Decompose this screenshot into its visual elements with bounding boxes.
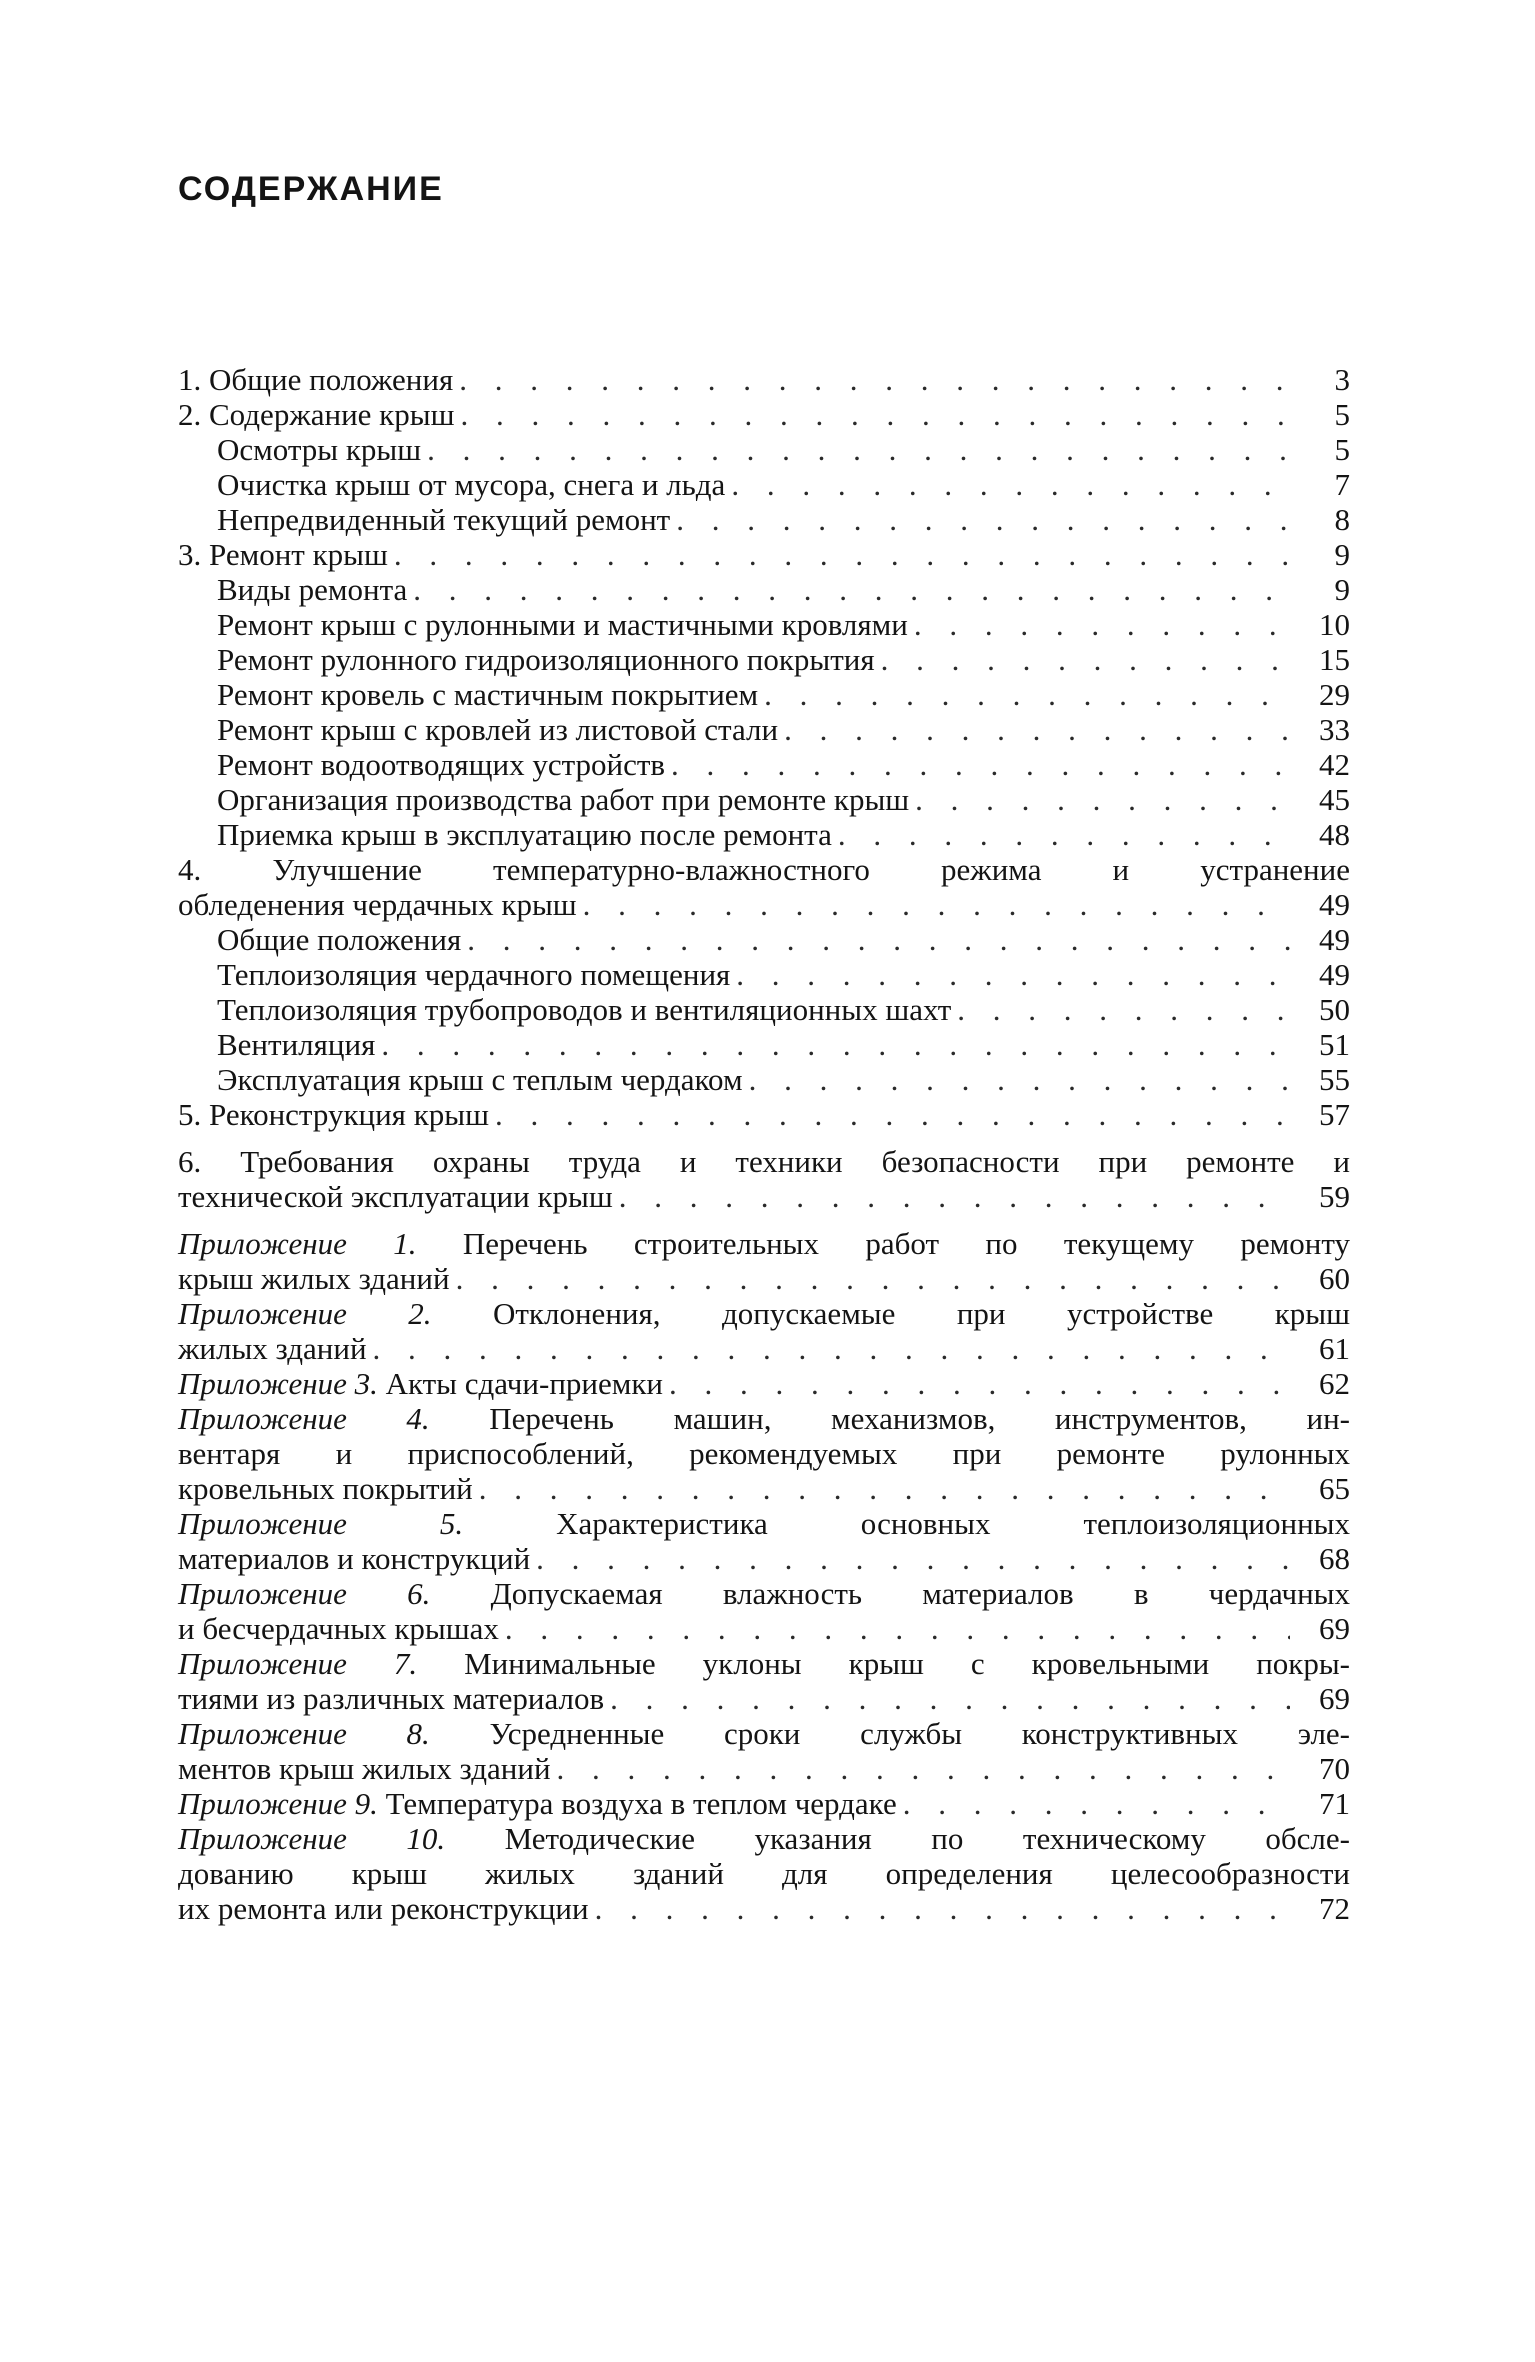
page-number: 15 xyxy=(1319,642,1350,677)
toc-entry-text: Ремонт крыш с рулонными и мастичными кровлями xyxy=(217,607,908,642)
page-number: 49 xyxy=(1319,957,1350,992)
dot-leader xyxy=(536,1541,1290,1576)
toc-entry-last-line xyxy=(178,572,1350,607)
toc-entry xyxy=(178,677,1350,712)
dot-leader xyxy=(749,1062,1290,1097)
toc-entry-last-line xyxy=(178,537,1350,572)
toc-entry-line xyxy=(178,1856,1350,1891)
toc-entry xyxy=(178,537,1350,572)
page-number: 60 xyxy=(1319,1261,1350,1296)
toc-entry-last-line xyxy=(178,467,1350,502)
toc-entry-last-line xyxy=(178,642,1350,677)
page-number: 51 xyxy=(1319,1027,1350,1062)
toc-entry xyxy=(178,432,1350,467)
dot-leader xyxy=(914,607,1290,642)
page-number: 5 xyxy=(1334,432,1350,467)
dot-leader xyxy=(557,1751,1290,1786)
toc-entry-line xyxy=(178,1436,1350,1471)
toc-entry-text: ментов крыш жилых зданий xyxy=(178,1751,551,1786)
appendix-label: Приложение 3. xyxy=(178,1366,378,1401)
toc-entry-last-line xyxy=(178,1366,1350,1401)
dot-leader xyxy=(373,1331,1290,1366)
toc-entry-last-line xyxy=(178,957,1350,992)
appendix-label: Приложение 2. xyxy=(178,1296,432,1331)
toc-entry-last-line xyxy=(178,1786,1350,1821)
dot-leader xyxy=(427,432,1290,467)
toc-entry-line xyxy=(178,852,1350,887)
dot-leader xyxy=(915,782,1290,817)
toc-entry-text: дованию крыш жилых зданий для определения целесообразности xyxy=(178,1856,1350,1891)
toc-entry-last-line xyxy=(178,1261,1350,1296)
dot-leader xyxy=(495,1097,1290,1132)
toc-entry-text: Ремонт водоотводящих устройств xyxy=(217,747,666,782)
page-title: СОДЕРЖАНИЕ xyxy=(178,170,444,208)
toc-entry xyxy=(178,572,1350,607)
appendix-label: Приложение 8. xyxy=(178,1716,430,1751)
toc-entry-last-line xyxy=(178,1471,1350,1506)
toc-entry-last-line xyxy=(178,607,1350,642)
toc-entry-last-line xyxy=(178,817,1350,852)
toc-entry-text: материалов и конструкций xyxy=(178,1541,531,1576)
toc-entry-text: Приложение 1. Перечень строительных работ по текущему ремонту xyxy=(178,1226,1350,1261)
table-of-contents xyxy=(178,362,1350,1926)
toc-entry-line xyxy=(178,1821,1350,1856)
toc-entry-text: Ремонт рулонного гидроизоляционного покрытия xyxy=(217,642,875,677)
toc-entry-text: крыш жилых зданий xyxy=(178,1261,450,1296)
page-number: 8 xyxy=(1334,502,1350,537)
toc-entry-text: Эксплуатация крыш с теплым чердаком xyxy=(217,1062,743,1097)
toc-entry-text: 6. Требования охраны труда и техники безопасности при ремонте и xyxy=(178,1144,1350,1179)
page-number: 65 xyxy=(1319,1471,1350,1506)
dot-leader xyxy=(669,1366,1290,1401)
page-number: 71 xyxy=(1319,1786,1350,1821)
dot-leader xyxy=(479,1471,1290,1506)
dot-leader xyxy=(583,887,1290,922)
toc-entry-text: Теплоизоляция чердачного помещения xyxy=(217,957,731,992)
page-number: 29 xyxy=(1319,677,1350,712)
page-number: 55 xyxy=(1319,1062,1350,1097)
toc-entry-last-line xyxy=(178,1681,1350,1716)
dot-leader xyxy=(619,1179,1290,1214)
toc-entry-last-line xyxy=(178,922,1350,957)
toc-entry xyxy=(178,712,1350,747)
toc-entry xyxy=(178,1716,1350,1786)
toc-entry-last-line xyxy=(178,712,1350,747)
appendix-label: Приложение 9. xyxy=(178,1786,378,1821)
dot-leader xyxy=(736,957,1290,992)
toc-entry-last-line xyxy=(178,1541,1350,1576)
toc-entry-text: 3. Ремонт крыш xyxy=(178,537,388,572)
dot-leader xyxy=(505,1611,1290,1646)
toc-entry-last-line xyxy=(178,1891,1350,1926)
toc-entry-line xyxy=(178,1401,1350,1436)
toc-entry-text: Вентиляция xyxy=(217,1027,376,1062)
dot-leader xyxy=(784,712,1290,747)
dot-leader xyxy=(881,642,1290,677)
dot-leader xyxy=(381,1027,1290,1062)
toc-entry-last-line xyxy=(178,1751,1350,1786)
toc-entry-text: 4. Улучшение температурно-влажностного режима и устранение xyxy=(178,852,1350,887)
toc-entry xyxy=(178,852,1350,922)
toc-entry-text: 5. Реконструкция крыш xyxy=(178,1097,489,1132)
toc-entry-last-line xyxy=(178,1097,1350,1132)
toc-entry-text: кровельных покрытий xyxy=(178,1471,473,1506)
toc-entry-line xyxy=(178,1716,1350,1751)
toc-entry xyxy=(178,922,1350,957)
dot-leader xyxy=(764,677,1290,712)
toc-entry xyxy=(178,1097,1350,1132)
dot-leader xyxy=(671,747,1290,782)
toc-entry-text: вентаря и приспособлений, рекомендуемых при ремонте рулонных xyxy=(178,1436,1350,1471)
toc-entry xyxy=(178,502,1350,537)
appendix-label: Приложение 1. xyxy=(178,1226,417,1261)
page-number: 9 xyxy=(1334,572,1350,607)
toc-entry xyxy=(178,817,1350,852)
toc-entry-last-line xyxy=(178,1027,1350,1062)
toc-entry xyxy=(178,397,1350,432)
toc-entry xyxy=(178,362,1350,397)
toc-entry xyxy=(178,1646,1350,1716)
appendix-label: Приложение 4. xyxy=(178,1401,430,1436)
toc-entry-last-line xyxy=(178,362,1350,397)
toc-entry xyxy=(178,1401,1350,1506)
toc-entry xyxy=(178,1366,1350,1401)
toc-entry xyxy=(178,747,1350,782)
toc-entry-text: Непредвиденный текущий ремонт xyxy=(217,502,671,537)
page-number: 49 xyxy=(1319,887,1350,922)
toc-entry-line xyxy=(178,1646,1350,1681)
toc-entry xyxy=(178,1027,1350,1062)
appendix-label: Приложение 6. xyxy=(178,1576,431,1611)
toc-entry xyxy=(178,642,1350,677)
toc-entry-last-line xyxy=(178,502,1350,537)
toc-entry xyxy=(178,1062,1350,1097)
page-number: 72 xyxy=(1319,1891,1350,1926)
toc-entry-text: Ремонт кровель с мастичным покрытием xyxy=(217,677,759,712)
toc-entry xyxy=(178,1821,1350,1926)
page-number: 7 xyxy=(1334,467,1350,502)
toc-entry-text: 2. Содержание крыш xyxy=(178,397,455,432)
dot-leader xyxy=(595,1891,1290,1926)
toc-entry xyxy=(178,1786,1350,1821)
dot-leader xyxy=(838,817,1290,852)
dot-leader xyxy=(394,537,1290,572)
toc-entry-text: Приложение 2. Отклонения, допускаемые при устройстве крыш xyxy=(178,1296,1350,1331)
toc-entry xyxy=(178,467,1350,502)
page-number: 69 xyxy=(1319,1611,1350,1646)
toc-entry xyxy=(178,1226,1350,1296)
toc-entry-text: технической эксплуатации крыш xyxy=(178,1179,613,1214)
page-number: 70 xyxy=(1319,1751,1350,1786)
page-number: 49 xyxy=(1319,922,1350,957)
dot-leader xyxy=(413,572,1290,607)
toc-entry xyxy=(178,1296,1350,1366)
toc-entry xyxy=(178,607,1350,642)
toc-entry-line xyxy=(178,1296,1350,1331)
toc-entry xyxy=(178,1506,1350,1576)
toc-entry-text: Организация производства работ при ремонте крыш xyxy=(217,782,910,817)
toc-entry-last-line xyxy=(178,432,1350,467)
toc-entry-text: Осмотры крыш xyxy=(217,432,422,467)
page-number: 3 xyxy=(1334,362,1350,397)
dot-leader xyxy=(731,467,1290,502)
toc-entry-last-line xyxy=(178,1179,1350,1214)
toc-entry-text: Очистка крыш от мусора, снега и льда xyxy=(217,467,726,502)
toc-entry xyxy=(178,782,1350,817)
page-number: 57 xyxy=(1319,1097,1350,1132)
dot-leader xyxy=(957,992,1290,1027)
toc-entry-last-line xyxy=(178,397,1350,432)
page-number: 48 xyxy=(1319,817,1350,852)
page-number: 62 xyxy=(1319,1366,1350,1401)
appendix-label: Приложение 7. xyxy=(178,1646,418,1681)
toc-entry-text: обледенения чердачных крыш xyxy=(178,887,577,922)
dot-leader xyxy=(456,1261,1290,1296)
toc-entry-text: жилых зданий xyxy=(178,1331,367,1366)
toc-entry-last-line xyxy=(178,1611,1350,1646)
toc-entry-last-line xyxy=(178,782,1350,817)
toc-entry xyxy=(178,1144,1350,1214)
toc-entry xyxy=(178,957,1350,992)
toc-entry-line xyxy=(178,1576,1350,1611)
page-number: 33 xyxy=(1319,712,1350,747)
page-number: 45 xyxy=(1319,782,1350,817)
toc-entry-text: Приложение 3. Акты сдачи-приемки xyxy=(178,1366,664,1401)
page-number: 5 xyxy=(1334,397,1350,432)
page-number: 9 xyxy=(1334,537,1350,572)
toc-entry-text: Приложение 8. Усредненные сроки службы конструктивных эле- xyxy=(178,1716,1350,1751)
toc-entry xyxy=(178,992,1350,1027)
page-number: 69 xyxy=(1319,1681,1350,1716)
dot-leader xyxy=(903,1786,1290,1821)
dot-leader xyxy=(610,1681,1290,1716)
page-number: 50 xyxy=(1319,992,1350,1027)
toc-entry-text: и бесчердачных крышах xyxy=(178,1611,499,1646)
appendix-label: Приложение 5. xyxy=(178,1506,464,1541)
dot-leader xyxy=(460,397,1290,432)
toc-entry-text: их ремонта или реконструкции xyxy=(178,1891,589,1926)
toc-entry-line xyxy=(178,1226,1350,1261)
toc-entry-text: Приложение 5. Характеристика основных теплоизоляционных xyxy=(178,1506,1350,1541)
page-number: 59 xyxy=(1319,1179,1350,1214)
toc-entry-text: Приложение 6. Допускаемая влажность материалов в чердачных xyxy=(178,1576,1350,1611)
toc-entry-line xyxy=(178,1506,1350,1541)
page-number: 10 xyxy=(1319,607,1350,642)
toc-entry-last-line xyxy=(178,677,1350,712)
toc-entry-text: Виды ремонта xyxy=(217,572,408,607)
toc-entry-last-line xyxy=(178,992,1350,1027)
toc-entry-last-line xyxy=(178,1062,1350,1097)
toc-entry-text: Приложение 9. Температура воздуха в теплом чердаке xyxy=(178,1786,897,1821)
dot-leader xyxy=(676,502,1290,537)
appendix-label: Приложение 10. xyxy=(178,1821,446,1856)
page-number: 61 xyxy=(1319,1331,1350,1366)
toc-entry-text: 1. Общие положения xyxy=(178,362,454,397)
toc-entry-text: Приемка крыш в эксплуатацию после ремонта xyxy=(217,817,832,852)
toc-entry-text: Общие положения xyxy=(217,922,462,957)
toc-entry-last-line xyxy=(178,1331,1350,1366)
toc-entry-text: Ремонт крыш с кровлей из листовой стали xyxy=(217,712,779,747)
dot-leader xyxy=(459,362,1290,397)
toc-entry-last-line xyxy=(178,887,1350,922)
page-number: 42 xyxy=(1319,747,1350,782)
page-number: 68 xyxy=(1319,1541,1350,1576)
toc-entry-line xyxy=(178,1144,1350,1179)
toc-entry-text: Теплоизоляция трубопроводов и вентиляционных шахт xyxy=(217,992,952,1027)
toc-entry-text: Приложение 7. Минимальные уклоны крыш с кровельными покры- xyxy=(178,1646,1350,1681)
toc-entry-text: Приложение 4. Перечень машин, механизмов, инструментов, ин- xyxy=(178,1401,1350,1436)
dot-leader xyxy=(467,922,1290,957)
toc-entry-last-line xyxy=(178,747,1350,782)
toc-entry xyxy=(178,1576,1350,1646)
toc-entry-text: тиями из различных материалов xyxy=(178,1681,605,1716)
toc-entry-text: Приложение 10. Методические указания по техническому обсле- xyxy=(178,1821,1350,1856)
